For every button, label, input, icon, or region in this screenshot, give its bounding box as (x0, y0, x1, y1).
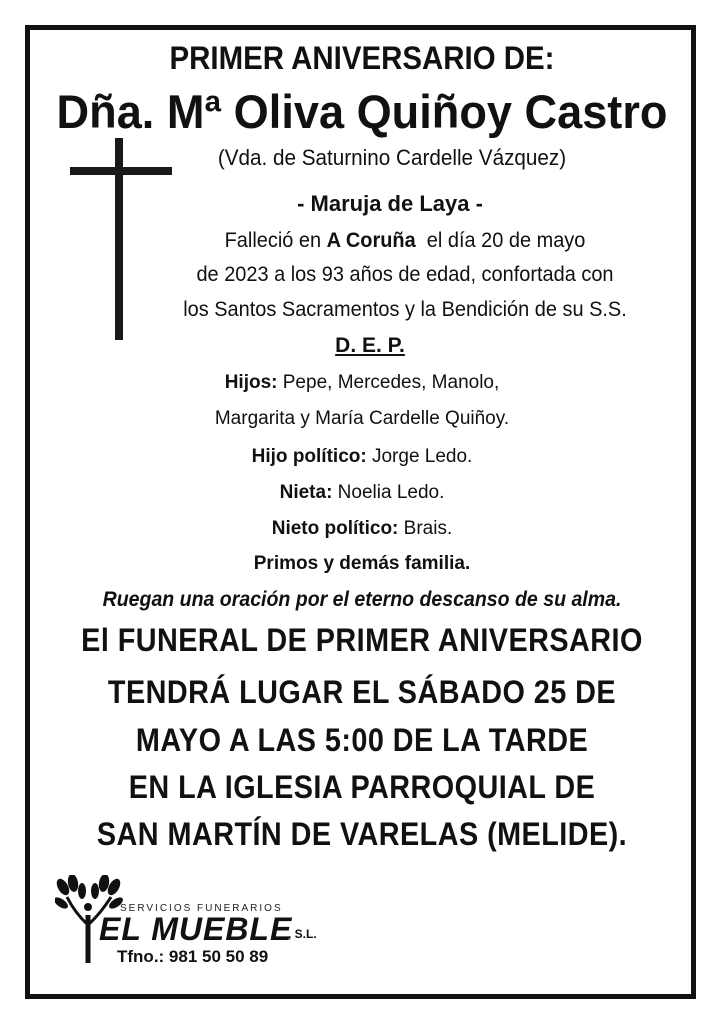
family-hijos: Hijos: Pepe, Mercedes, Manolo, (224, 372, 500, 393)
dep: D. E. P. (335, 334, 405, 357)
funeral-line-2: TENDRÁ LUGAR EL SÁBADO 25 DE (107, 674, 617, 710)
death-line-2: de 2023 a los 93 años de edad, confortada con (196, 263, 614, 286)
family-hijos-cont: Margarita y María Cardelle Quiñoy. (214, 408, 510, 429)
funeral-line-1: El FUNERAL DE PRIMER ANIVERSARIO (81, 622, 643, 658)
family-others: Primos y demás familia. (253, 553, 471, 574)
deceased-name: Dña. Mª Oliva Quiñoy Castro (56, 85, 668, 138)
funeral-line-5: SAN MARTÍN DE VARELAS (MELIDE). (96, 816, 628, 852)
funeral-line-4: EN LA IGLESIA PARROQUIAL DE (128, 769, 596, 805)
family-nieto-politico: Nieto político: Brais. (271, 518, 453, 539)
logo-subtitle: SERVICIOS FUNERARIOS (120, 903, 283, 914)
logo-phone: Tfno.: 981 50 50 89 (117, 947, 269, 966)
logo-name: EL MUEBLE (99, 911, 293, 947)
funeral-line-3: MAYO A LAS 5:00 DE LA TARDE (135, 722, 589, 758)
funeral-home-logo (55, 875, 335, 965)
family-nieta: Nieta: Noelia Ledo. (279, 482, 445, 503)
logo-suffix: , S.L. (288, 927, 317, 941)
death-line-1: Falleció en A Coruña el día 20 de mayo (224, 229, 586, 252)
notice-header: PRIMER ANIVERSARIO DE: (169, 40, 555, 76)
alias: - Maruja de Laya - (297, 191, 483, 216)
prayer: Ruegan una oración por el eterno descanso de su alma. (102, 588, 622, 611)
family-hijo-politico: Hijo político: Jorge Ledo. (251, 446, 473, 467)
cross-icon-bar (70, 167, 172, 175)
widow-of: (Vda. de Saturnino Cardelle Vázquez) (217, 145, 567, 170)
death-line-3: los Santos Sacramentos y la Bendición de su S.S. (183, 298, 627, 321)
